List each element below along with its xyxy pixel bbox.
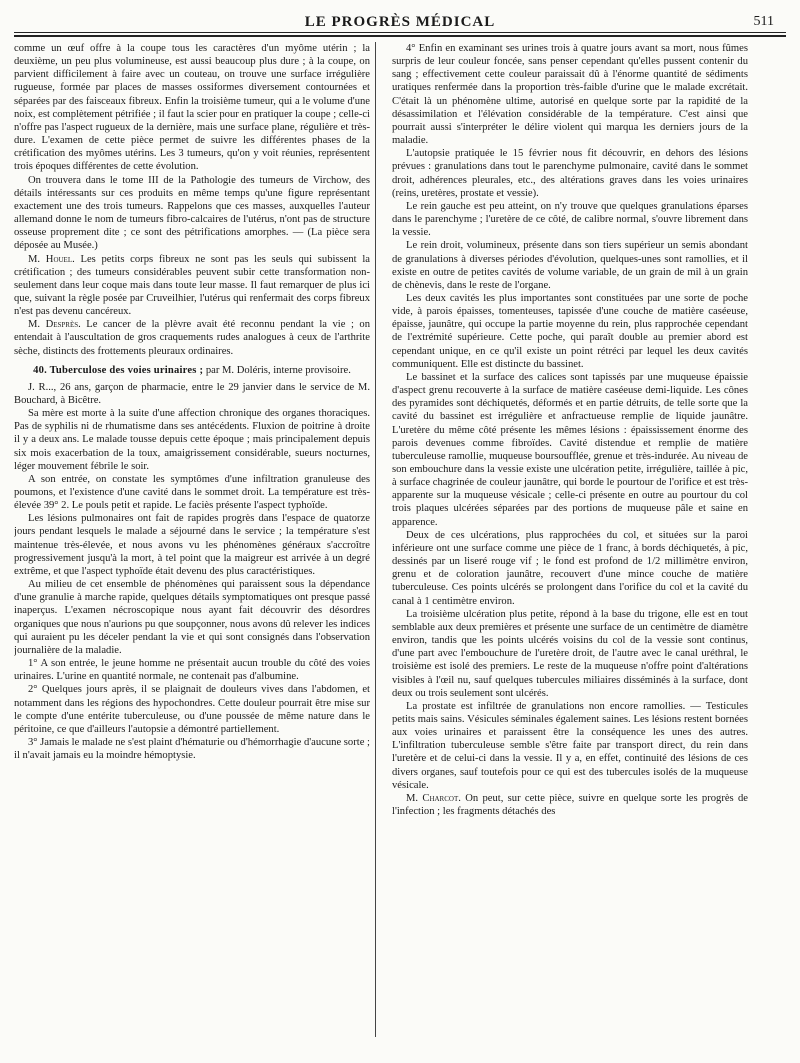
paragraph: comme un œuf offre à la coupe tous les caractères d'un myôme utérin ; la deuxième, un peu plus volumineuse, est aussi beaucoup plus dure ; à la coupe, on parvient difficilement à faire avec un couteau, on trouve une surface irrégulière rugueuse, formée par places de masses ossiformes diversement contournées et séparées par des faisceaux fibreux. Enfin la troisième tumeur, qui a le volume d'une noix, est complètement pétrifiée ; il faut la scier pour en pratiquer la coupe ; celle-ci n'offre pas l'aspect rugueux de la dernière, mais une surface plane, régulière et très-dure. L'examen de cette pièce permet de suivre les différentes phases de la crétification des myômes utérins. Les 3 tumeurs, qu'on y voit réunies, représentent trois époques différentes de cette évolution. — [14, 43, 370, 173]
page-number: 511 — [753, 14, 774, 29]
paragraph: Le rein droit, volumineux, présente dans son tiers supérieur un semis abondant de granulations à diverses périodes d'évolution, quelques-unes sont ramollies, et il existe en outre de petites cavités de volume variable, de un grain de mil à un grain de chènevis, dans le reste de l'organe. — [392, 240, 748, 291]
paragraph: On trouvera dans le tome III de la Pathologie des tumeurs de Virchow, des détails intéressants sur ces produits en même temps qu'une figure représentant exactement une des trois tumeurs. Rappelons que ces masses, auxquelles l'auteur allemand donne le nom de tumeurs fibro-calcaires de l'utérus, n'ont pas de structure osseuse proprement dite ; ce sont des pétrifications amorphes. — (La pièce sera déposée au Musée.) — [14, 174, 370, 252]
paragraph: 2° Quelques jours après, il se plaignait de douleurs vives dans l'abdomen, et notamment dans les régions des hypochondres. Cette douleur pourrait être mise sur le compte d'une entérite tuberculeuse, ou d'une poussée de même nature dans le péritoine, ce que d'ailleurs l'autopsie a démontré partiellement. — [14, 684, 370, 735]
paragraph: La prostate est infiltrée de granulations non encore ramollies. — Testicules petits mais sains. Vésicules séminales également saines. Les lésions restent bornées aux voies urinaires et paraissent être la conséquence les unes des autres. L'infiltration tuberculeuse semble s'être faite par transport direct, du rein dans l'uretère et de celui-ci dans la vessie. Il y a, en effet, continuité des lésions de ces divers organes, sauf toutefois pour ce qui est des tubercules isolés de la muqueuse vésicale. — [392, 700, 748, 791]
paragraph: 1° A son entrée, le jeune homme ne présentait aucun trouble du côté des voies urinaires. L'urine en quantité normale, ne contenait pas d'albumine. — [14, 658, 370, 683]
paragraph: Le bassinet et la surface des calices sont tapissés par une muqueuse épaissie d'aspect grenu recouverte à la surface de matière caséeuse demi-liquide. Les cônes des pyramides sont déchiquetés, déformés et en partie détruits, de telle sorte que la cavité du bassinet est irrégulière et anfractueuse remplie de liquide jaunâtre. L'uretère du même côté présente les mêmes lésions : épaississement énorme des parois devenues comme fibroïdes. Cavité distendue et remplie de matière tuberculeuse ramollie, muqueuse boursoufflée, grenue et très-indurée. Au niveau de son embouchure dans la vessie existe une ulcération petite, irrégulière, taillée à pic, à surface chagrinée de couleur jaunâtre, qui borde le pourtour de l'orifice et est très-apparente sur la muqueuse vésicale ; celle-ci présente en outre au pourtour du col trois plaques ulcérées séparées par des portions de muqueuse pâle et saine en apparence. — [392, 371, 748, 528]
header-rule — [14, 32, 786, 33]
paragraph — [392, 792, 748, 818]
paragraph: Les deux cavités les plus importantes sont constituées par une sorte de poche vide, à parois épaisses, tomenteuses, tapissée d'une couche de matière caséeuse, épaisse, jaunâtre, qui occupe la partie moyenne du rein, plus rapprochée cependant de l'extrémité supérieure. Cette poche, qui paraît double au premier abord est cependant unique, en ce qu'il existe un point rétréci par lequel les deux cavités communiquent. Elle est distincte du bassinet. — [392, 292, 748, 370]
paragraph: J. R..., 26 ans, garçon de pharmacie, entre le 29 janvier dans le service de M. Bouchard, à Bicêtre. — [14, 381, 370, 406]
paragraph-text: Les petits corps fibreux ne sont pas les seuls qui subissent la crétification ; des tumeurs considérables peuvent subir cette transformation non-seulement dans leur coque mais dans toute leur masse. Il faut remarquer de plus ici que, suivant la règle posée par Cruveilhier, l'utérus qui renfermait des corps fibreux n'est pas devenu cancéreux. — [14, 253, 370, 318]
paragraph: L'autopsie pratiquée le 15 février nous fit découvrir, en dehors des lésions prévues : granulations dans tout le parenchyme pulmonaire, cavité dans le sommet droit, adhérences pleurales, etc., des altérations graves dans les voies urinaires (reins, uretères, prostate et vessie). — [392, 148, 748, 199]
left-column — [14, 42, 370, 1042]
paragraph: 4° Enfin en examinant ses urines trois à quatre jours avant sa mort, nous fûmes surpris de leur couleur foncée, sans penser cependant qu'elles pussent contenir du sang ; effectivement cette couleur paraissait dû à l'énorme quantité de sédiments uratiques renfermée dans la proportion très-faible d'urine que le malade excrétait. C'était là un phénomène ultime, autorisé en quelque sorte par la rapidité de la désassimilation et l'élévation considérable de la température. C'est ainsi que pourrait aussi s'interpréter le délire violent qui marqua les derniers jours de la maladie. — [392, 43, 748, 147]
paragraph: Sa mère est morte à la suite d'une affection chronique des organes thoraciques. Pas de syphilis ni de rhumatisme dans ses antécédents. Fluxion de poitrine à droite il y a deux ans. Le malade tousse depuis cette époque ; mais principalement depuis six mois exacerbation de la toux, amaigrissement considérable, sueurs nocturnes, léger mouvement fébrile le soir. — [14, 408, 370, 472]
paragraph: Le rein gauche est peu atteint, on n'y trouve que quelques granulations éparses dans le parenchyme ; l'uretère de ce côté, de calibre normal, s'ouvre librement dans la vessie. — [392, 200, 748, 239]
header-rule-thick — [14, 35, 786, 37]
journal-title: LE PROGRÈS MÉDICAL — [304, 14, 496, 30]
paragraph-text: Le cancer de la plèvre avait été reconnu pendant la vie ; on entendait à l'auscultation de gros craquements rudes analogues à ceux de l'arthrite sèche, distincts des frottements pleuraux ordinaires. — [14, 319, 370, 357]
column-divider — [375, 42, 376, 1037]
paragraph: La troisième ulcération plus petite, répond à la base du trigone, elle est en tout semblable aux deux premières et présente une surface de un centimètre de diamètre environ, tandis que les points ulcérés voisins du col de la vessie sont continus, d'une part avec l'embouchure de l'uretère droit, de l'autre avec le canal uréthral, le troisième est isolé des premiers. Le reste de la muqueuse n'offre point d'altérations visibles à l'œil nu, sauf quelques tubercules miliaires disséminés à la surface, dont deux ou trois seulement sont ulcérés. — [392, 608, 748, 699]
speaker-name: M. Charcot. — [406, 792, 461, 804]
section-number: 40. — [33, 364, 47, 376]
paragraph — [14, 253, 370, 319]
paragraph: Les lésions pulmonaires ont fait de rapides progrès dans l'espace de quatorze jours pendant lesquels le malade a séjourné dans le service ; la température s'est maintenue très-élevée, et nous avons vu les phénomènes généraux s'accroître progressivement jusqu'à la mort, à tel point que la maigreur est arrivée à un degré extrême, et que l'aspect typhoïde était devenu des plus caractéristiques. — [14, 513, 370, 577]
paragraph: 3° Jamais le malade ne s'est plaint d'hématurie ou d'hémorrhagie d'aucune sorte ; il n'avait jamais eu la moindre hémoptysie. — [14, 736, 370, 762]
paragraph: Deux de ces ulcérations, plus rapprochées du col, et situées sur la paroi inférieure ont une surface comme une pièce de 1 franc, à bords déchiquetés, à pic, dessinés par un liseré rouge vif ; le fond est profond de 1/2 millimètre environ, grenu et de coloration jaunâtre, recouvert d'une mince couche de matière tuberculeuse. Ces points ulcérés se prolongent dans l'orifice du col et la cavité du canal à 1 centimètre environ. — [392, 529, 748, 607]
page-header — [14, 10, 786, 34]
section-author: par M. Doléris, interne provisoire. — [203, 364, 351, 376]
right-column — [392, 42, 748, 1042]
paragraph: Au milieu de cet ensemble de phénomènes qui paraissent sous la dépendance d'une granulie à marche rapide, quelques détails symptomatiques ont presque passé inaperçus. L'examen nécroscopique nous ayant fait découvrir des désordres organiques que nous n'aurions pu que soupçonner, nous avons dû relever les indices qui auraient pu les déceler pendant la vie et qui sont consignés dans l'observation journalière de la maladie. — [14, 579, 370, 656]
paragraph: A son entrée, on constate les symptômes d'une infiltration granuleuse des poumons, et l'existence d'une cavité dans le sommet droit. La température est très-élevée 39° 2. Le pouls petit et rapide. Le faciès présente l'aspect typhoïde. — [14, 473, 370, 512]
paragraph-text: On peut, sur cette pièce, suivre en quelque sorte les progrès de l'infection ; les fragments détachés des — [392, 792, 748, 818]
speaker-name: M. Desprès. — [28, 319, 81, 331]
section-heading — [14, 364, 370, 377]
section-title: Tuberculose des voies urinaires ; — [49, 364, 204, 376]
speaker-name: M. Houel. — [28, 253, 75, 265]
paragraph — [14, 318, 370, 357]
